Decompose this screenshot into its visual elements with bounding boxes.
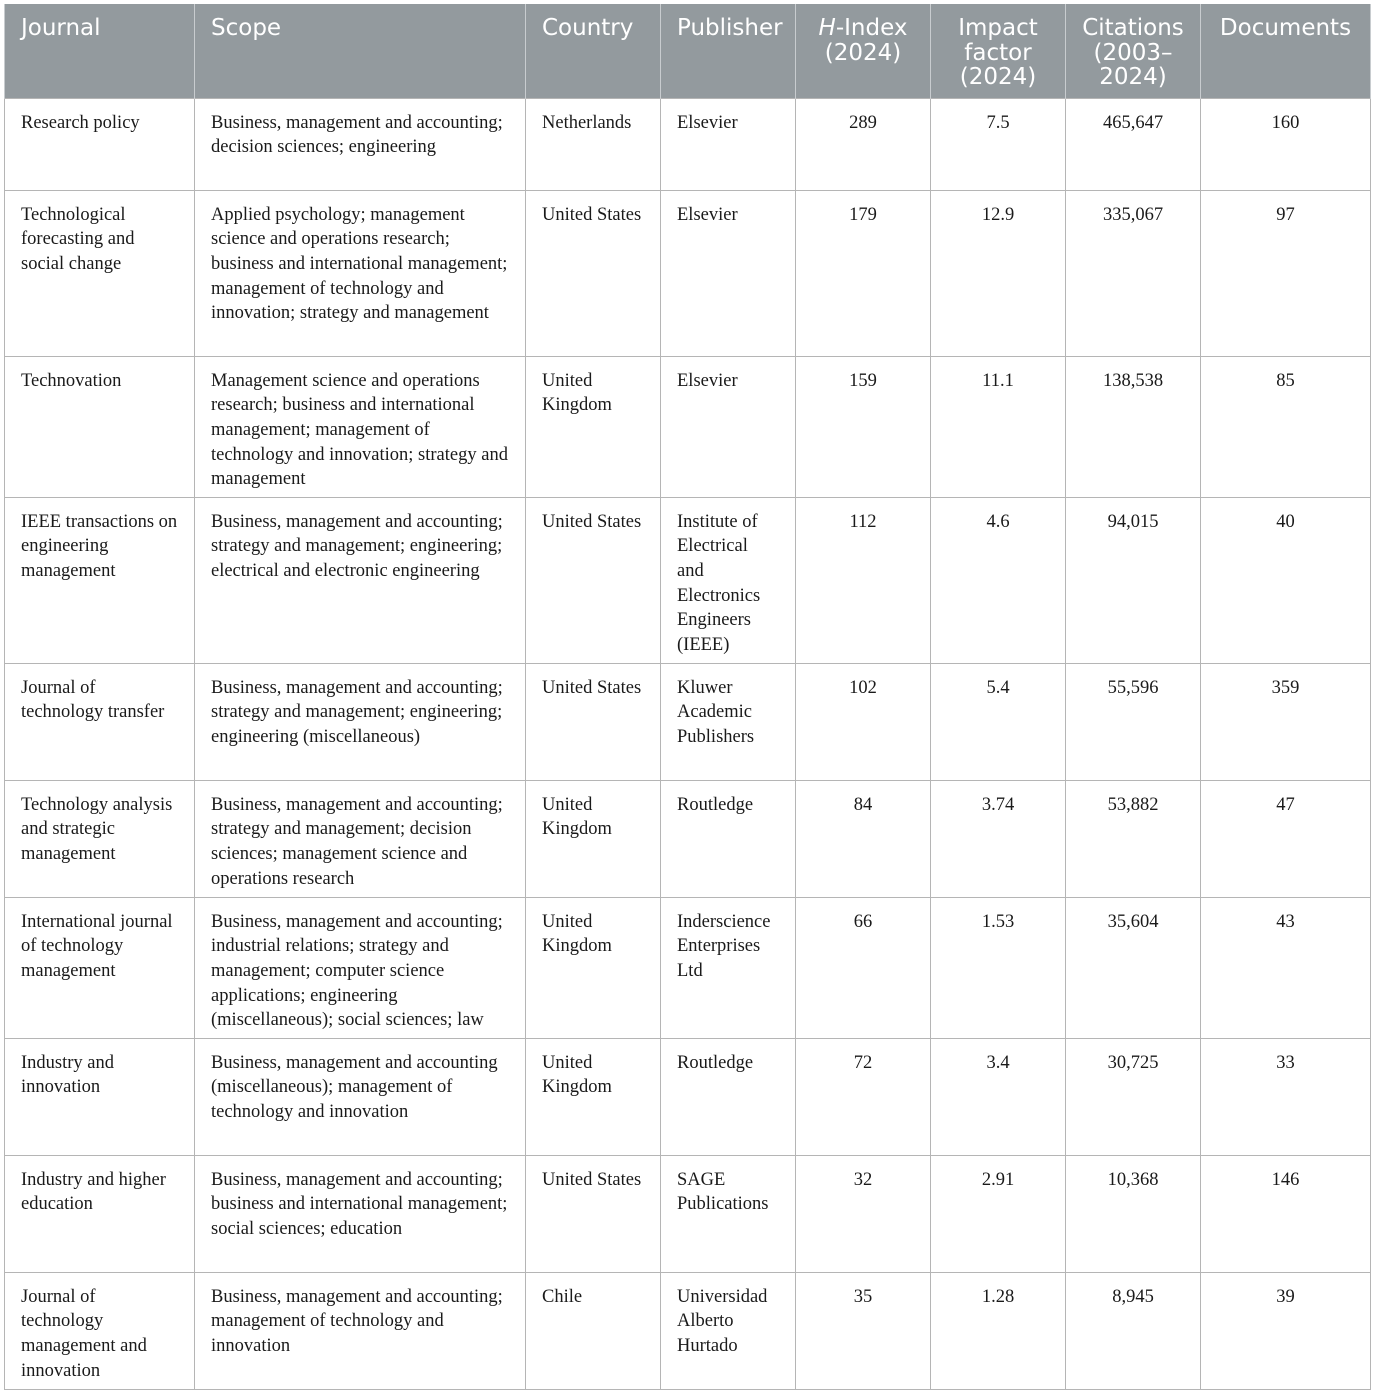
header-publisher: Publisher [661, 4, 796, 98]
cell-scope: Business, management and accounting; strategy and management; engineering; engineering (miscellaneous) [195, 663, 526, 780]
header-citations: Citations (2003–2024) [1066, 4, 1201, 98]
header-journal: Journal [5, 4, 195, 98]
cell-country: United Kingdom [526, 897, 661, 1038]
header-country: Country [526, 4, 661, 98]
table-row [5, 663, 1371, 780]
cell-scope: Business, management and accounting; strategy and management; decision sciences; management science and operations research [195, 780, 526, 897]
cell-documents: 97 [1201, 190, 1371, 356]
cell-publisher: Routledge [661, 780, 796, 897]
cell-impact-factor: 5.4 [931, 663, 1066, 780]
table-row [5, 98, 1371, 190]
cell-h-index: 102 [796, 663, 931, 780]
table-row [5, 356, 1371, 497]
cell-journal: Technology analysis and strategic management [5, 780, 195, 897]
cell-journal: Journal of technology management and innovation [5, 1272, 195, 1389]
cell-country: United States [526, 190, 661, 356]
cell-impact-factor: 1.53 [931, 897, 1066, 1038]
cell-publisher: Elsevier [661, 356, 796, 497]
cell-h-index: 289 [796, 98, 931, 190]
cell-impact-factor: 3.74 [931, 780, 1066, 897]
cell-journal: Industry and innovation [5, 1038, 195, 1155]
cell-h-index: 179 [796, 190, 931, 356]
cell-publisher: SAGE Publications [661, 1155, 796, 1272]
cell-h-index: 72 [796, 1038, 931, 1155]
cell-publisher: Universidad Alberto Hurtado [661, 1272, 796, 1389]
cell-scope: Business, management and accounting; decision sciences; engineering [195, 98, 526, 190]
cell-scope: Management science and operations research; business and international management; management of technology and innovation; strategy and management [195, 356, 526, 497]
cell-citations: 30,725 [1066, 1038, 1201, 1155]
cell-country: United States [526, 497, 661, 663]
cell-citations: 94,015 [1066, 497, 1201, 663]
cell-documents: 39 [1201, 1272, 1371, 1389]
cell-impact-factor: 3.4 [931, 1038, 1066, 1155]
cell-country: United States [526, 1155, 661, 1272]
cell-journal: Industry and higher education [5, 1155, 195, 1272]
cell-citations: 35,604 [1066, 897, 1201, 1038]
cell-publisher: Institute of Electrical and Electronics Engineers (IEEE) [661, 497, 796, 663]
cell-scope: Applied psychology; management science and operations research; business and international management; management of technology and innovation; strategy and management [195, 190, 526, 356]
cell-publisher: Elsevier [661, 190, 796, 356]
cell-documents: 47 [1201, 780, 1371, 897]
cell-publisher: Elsevier [661, 98, 796, 190]
cell-documents: 43 [1201, 897, 1371, 1038]
cell-impact-factor: 11.1 [931, 356, 1066, 497]
header-scope: Scope [195, 4, 526, 98]
cell-documents: 85 [1201, 356, 1371, 497]
cell-h-index: 66 [796, 897, 931, 1038]
cell-citations: 10,368 [1066, 1155, 1201, 1272]
cell-citations: 465,647 [1066, 98, 1201, 190]
cell-country: United States [526, 663, 661, 780]
cell-documents: 40 [1201, 497, 1371, 663]
header-h-index-rest: -Index (2024) [824, 15, 908, 66]
cell-scope: Business, management and accounting; management of technology and innovation [195, 1272, 526, 1389]
cell-documents: 146 [1201, 1155, 1371, 1272]
table-row [5, 780, 1371, 897]
cell-country: Chile [526, 1272, 661, 1389]
cell-documents: 359 [1201, 663, 1371, 780]
table-row [5, 1272, 1371, 1389]
cell-scope: Business, management and accounting (miscellaneous); management of technology and innovation [195, 1038, 526, 1155]
cell-journal: International journal of technology management [5, 897, 195, 1038]
header-h-index-h: H [818, 15, 836, 41]
table-row [5, 497, 1371, 663]
header-documents: Documents [1201, 4, 1371, 98]
cell-citations: 335,067 [1066, 190, 1201, 356]
cell-h-index: 159 [796, 356, 931, 497]
cell-scope: Business, management and accounting; industrial relations; strategy and management; computer science applications; engineering (miscellaneous); social sciences; law [195, 897, 526, 1038]
cell-journal: Technovation [5, 356, 195, 497]
cell-citations: 138,538 [1066, 356, 1201, 497]
cell-journal: IEEE transactions on engineering management [5, 497, 195, 663]
cell-journal: Technological forecasting and social change [5, 190, 195, 356]
cell-country: United Kingdom [526, 356, 661, 497]
header-h-index [796, 4, 931, 98]
cell-citations: 53,882 [1066, 780, 1201, 897]
cell-country: United Kingdom [526, 1038, 661, 1155]
header-impact-factor: Impact factor (2024) [931, 4, 1066, 98]
table-row [5, 1038, 1371, 1155]
table-header-row [5, 4, 1371, 98]
cell-citations: 8,945 [1066, 1272, 1201, 1389]
cell-citations: 55,596 [1066, 663, 1201, 780]
table-row [5, 1155, 1371, 1272]
cell-documents: 33 [1201, 1038, 1371, 1155]
cell-h-index: 35 [796, 1272, 931, 1389]
cell-impact-factor: 7.5 [931, 98, 1066, 190]
cell-h-index: 112 [796, 497, 931, 663]
cell-journal: Journal of technology transfer [5, 663, 195, 780]
cell-publisher: Inderscience Enterprises Ltd [661, 897, 796, 1038]
cell-impact-factor: 1.28 [931, 1272, 1066, 1389]
cell-scope: Business, management and accounting; business and international management; social sciences; education [195, 1155, 526, 1272]
cell-impact-factor: 2.91 [931, 1155, 1066, 1272]
cell-journal: Research policy [5, 98, 195, 190]
cell-publisher: Routledge [661, 1038, 796, 1155]
cell-country: United Kingdom [526, 780, 661, 897]
table-row [5, 190, 1371, 356]
cell-h-index: 84 [796, 780, 931, 897]
journals-table [4, 4, 1371, 1390]
cell-h-index: 32 [796, 1155, 931, 1272]
cell-publisher: Kluwer Academic Publishers [661, 663, 796, 780]
cell-documents: 160 [1201, 98, 1371, 190]
table-row [5, 897, 1371, 1038]
cell-scope: Business, management and accounting; strategy and management; engineering; electrical and electronic engineering [195, 497, 526, 663]
cell-country: Netherlands [526, 98, 661, 190]
cell-impact-factor: 4.6 [931, 497, 1066, 663]
cell-impact-factor: 12.9 [931, 190, 1066, 356]
